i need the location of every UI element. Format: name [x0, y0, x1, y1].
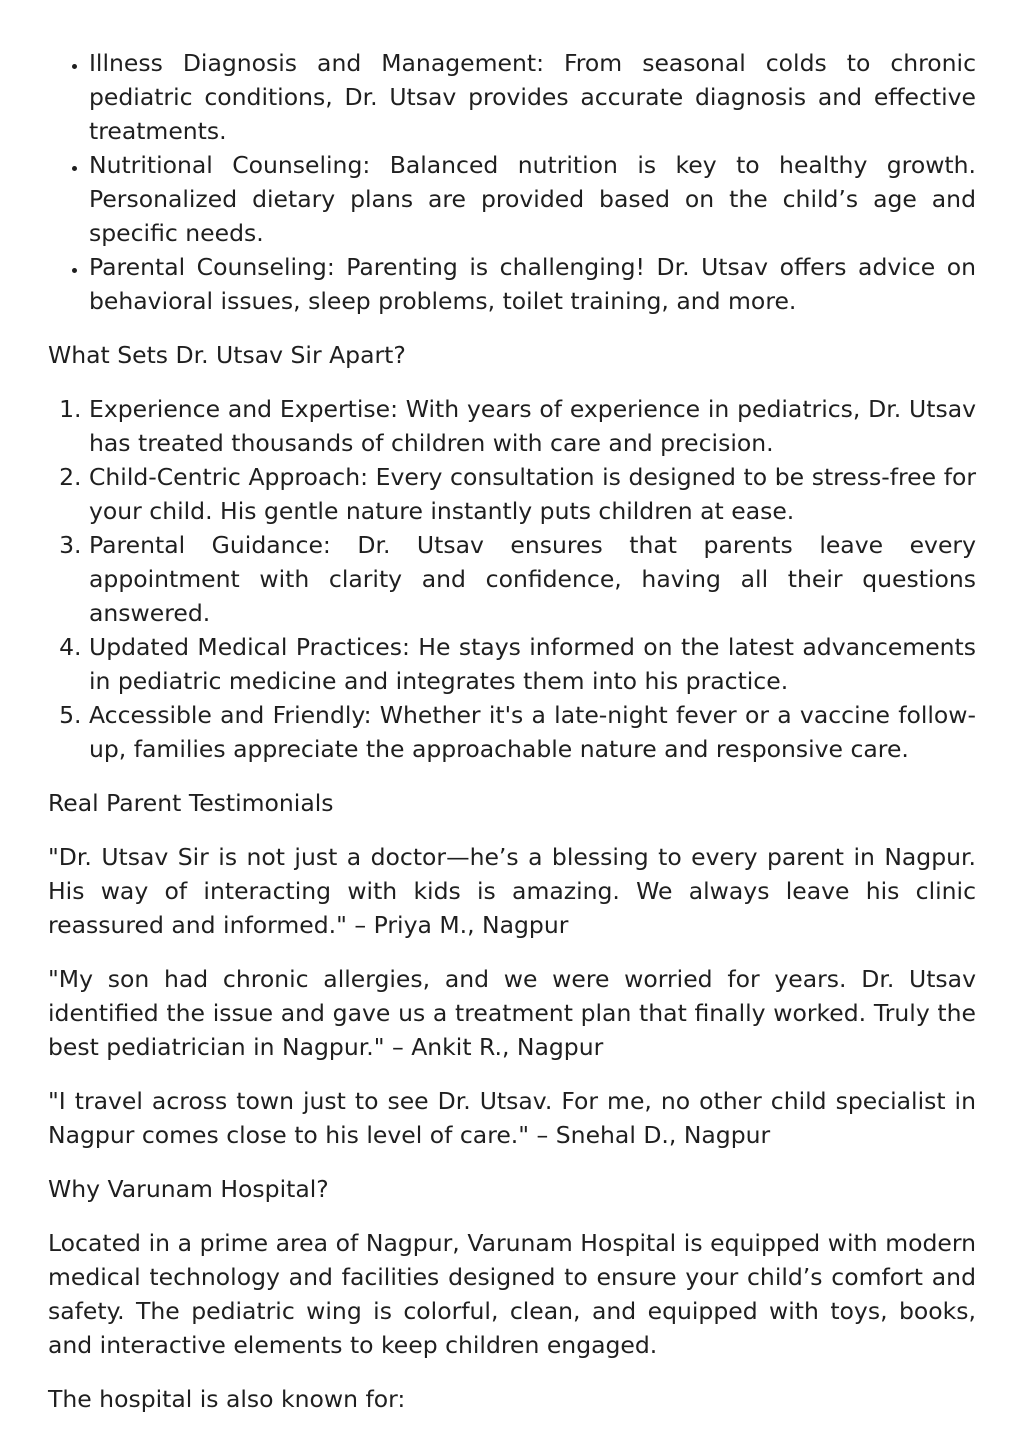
document-page	[48, 46, 976, 1436]
testimonial-priya: "Dr. Utsav Sir is not just a doctor—he’s a blessing to every parent in Nagpur. His way of interacting with kids is amazing. We always leave his clinic reassured and informed." – Priya M., Nagpur	[48, 843, 976, 939]
hospital-heading: Why Varunam Hospital?	[48, 1175, 329, 1203]
apart-item-experience: 1. Experience and Expertise: With years of experience in pediatrics, Dr. Utsav has treated thousands of children with care and precision.	[89, 392, 976, 460]
testimonial-snehal: "I travel across town just to see Dr. Utsav. For me, no other child specialist in Nagpur comes close to his level of care." – Snehal D., Nagpur	[48, 1087, 976, 1149]
hospital-known-for: The hospital is also known for:	[48, 1385, 406, 1413]
hospital-description: Located in a prime area of Nagpur, Varunam Hospital is equipped with modern medical technology and facilities designed to ensure your child’s comfort and safety. The pediatric wing is colorful, clean, and equipped with toys, books, and interactive elements to keep children engaged.	[48, 1229, 976, 1359]
apart-list	[48, 392, 976, 766]
service-item-illness-diagnosis: • Illness Diagnosis and Management: From seasonal colds to chronic pediatric conditions, Dr. Utsav provides accurate diagnosis and effective treatments.	[89, 46, 976, 148]
services-list	[48, 46, 976, 318]
apart-item-parental-guidance: 3. Parental Guidance: Dr. Utsav ensures that parents leave every appointment with clarity and confidence, having all their questions answered.	[89, 528, 976, 630]
service-item-parental-counseling: • Parental Counseling: Parenting is challenging! Dr. Utsav offers advice on behavioral issues, sleep problems, toilet training, and more.	[89, 250, 976, 318]
testimonial-ankit: "My son had chronic allergies, and we were worried for years. Dr. Utsav identified the issue and gave us a treatment plan that finally worked. Truly the best pediatrician in Nagpur." – Ankit R., Nagpur	[48, 965, 976, 1061]
apart-heading: What Sets Dr. Utsav Sir Apart?	[48, 341, 406, 369]
service-item-nutritional-counseling: • Nutritional Counseling: Balanced nutrition is key to healthy growth. Personalized dietary plans are provided based on the child’s age and specific needs.	[89, 148, 976, 250]
apart-item-child-centric: 2. Child-Centric Approach: Every consultation is designed to be stress-free for your child. His gentle nature instantly puts children at ease.	[89, 460, 976, 528]
apart-item-updated-practices: 4. Updated Medical Practices: He stays informed on the latest advancements in pediatric medicine and integrates them into his practice.	[89, 630, 976, 698]
testimonials-heading: Real Parent Testimonials	[48, 789, 334, 817]
apart-item-accessible: 5. Accessible and Friendly: Whether it's a late-night fever or a vaccine follow-up, families appreciate the approachable nature and responsive care.	[89, 698, 976, 766]
